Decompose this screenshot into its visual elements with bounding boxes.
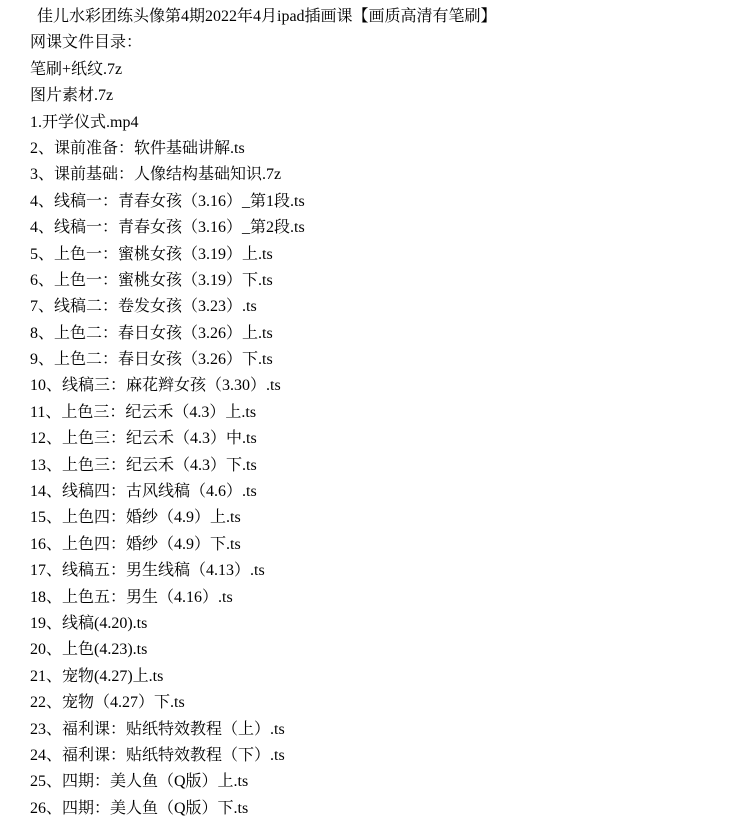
file-list-item: 4、线稿一：青春女孩（3.16）_第1段.ts [30, 192, 305, 210]
file-list-item: 5、上色一：蜜桃女孩（3.19）上.ts [30, 245, 273, 263]
file-list-item: 14、线稿四：古风线稿（4.6）.ts [30, 483, 257, 501]
file-list-item: 25、四期：美人鱼（Q版）上.ts [30, 773, 249, 791]
file-list-item: 图片素材.7z [30, 87, 114, 105]
file-list-item: 2、课前准备：软件基础讲解.ts [30, 139, 245, 157]
file-list-item: 18、上色五：男生（4.16）.ts [30, 588, 233, 606]
file-list-item: 19、线稿(4.20).ts [30, 614, 148, 632]
directory-label: 网课文件目录： [30, 34, 143, 52]
file-list-item: 4、线稿一：青春女孩（3.16）_第2段.ts [30, 219, 305, 237]
file-list-item: 17、线稿五：男生线稿（4.13）.ts [30, 562, 265, 580]
file-list-item: 12、上色三：纪云禾（4.3）中.ts [30, 430, 257, 448]
file-list-item: 9、上色二：春日女孩（3.26）下.ts [30, 351, 273, 369]
file-list-item: 3、课前基础：人像结构基础知识.7z [30, 166, 282, 184]
file-list-item: 1.开学仪式.mp4 [30, 113, 139, 131]
file-list-item: 21、宠物(4.27)上.ts [30, 667, 164, 685]
document-title: 佳儿水彩团练头像第4期2022年4月ipad插画课【画质高清有笔刷】 [37, 8, 497, 25]
file-list-item: 26、四期：美人鱼（Q版）下.ts [30, 799, 249, 817]
file-list-item: 15、上色四：婚纱（4.9）上.ts [30, 509, 241, 527]
file-list-item: 10、线稿三：麻花辫女孩（3.30）.ts [30, 377, 281, 395]
file-list-item: 23、福利课：贴纸特效教程（上）.ts [30, 720, 285, 738]
file-list-item: 24、福利课：贴纸特效教程（下）.ts [30, 746, 285, 764]
file-list-item: 13、上色三：纪云禾（4.3）下.ts [30, 456, 257, 474]
file-list-item: 22、宠物（4.27）下.ts [30, 694, 185, 712]
file-list-item: 8、上色二：春日女孩（3.26）上.ts [30, 324, 273, 342]
file-list-item: 20、上色(4.23).ts [30, 641, 148, 659]
file-list-item: 笔刷+纸纹.7z [30, 60, 123, 78]
file-list-item: 11、上色三：纪云禾（4.3）上.ts [30, 403, 257, 421]
file-list-item: 6、上色一：蜜桃女孩（3.19）下.ts [30, 271, 273, 289]
file-list-item: 16、上色四：婚纱（4.9）下.ts [30, 535, 241, 553]
file-list-item: 7、线稿二：卷发女孩（3.23）.ts [30, 298, 257, 316]
